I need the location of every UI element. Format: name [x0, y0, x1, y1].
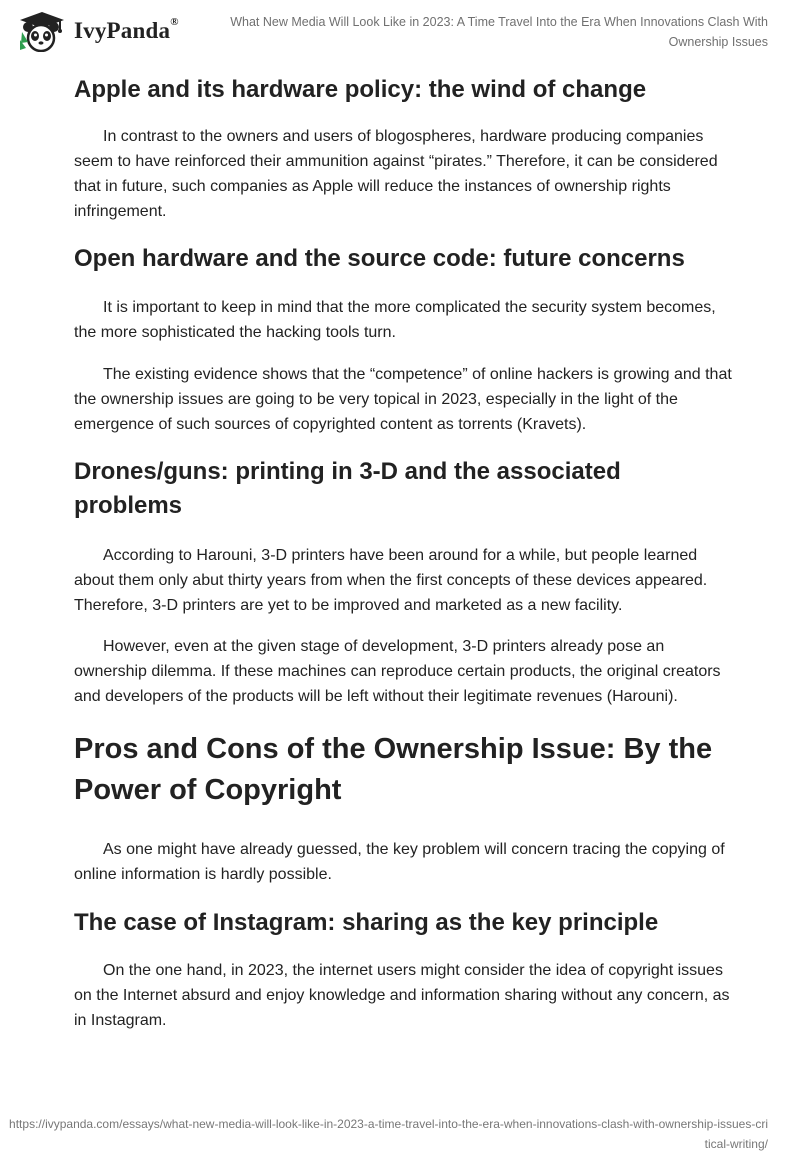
- section-heading: Open hardware and the source code: future concerns: [74, 245, 685, 272]
- section-heading: Drones/guns: printing in 3-D and the associated problems: [74, 458, 621, 519]
- paragraph: According to Harouni, 3-D printers have been around for a while, but people learned about them only abut thirty years from when the first concepts of these devices appeared. Therefore, 3-D printers are yet to be improved and marketed as a new facility.: [74, 547, 708, 614]
- paragraph: As one might have already guessed, the key problem will concern tracing the copying of online information is hardly possible.: [74, 841, 725, 883]
- article-body: [74, 70, 734, 1033]
- paragraph: The existing evidence shows that the “competence” of online hackers is growing and that the ownership issues are going to be very topical in 2023, especially in the light of the emergence of such sources of copyrighted content as torrents (Kravets).: [74, 366, 732, 433]
- chapter-heading: Pros and Cons of the Ownership Issue: By the Power of Copyright: [74, 733, 713, 806]
- paragraph: However, even at the given stage of development, 3-D printers already pose an ownership dilemma. If these machines can reproduce certain products, the original creators and developers of the products will be left without their legitimate revenues (Harouni).: [74, 638, 721, 705]
- source-url[interactable]: https://ivypanda.com/essays/what-new-media-will-look-like-in-2023-a-time-travel-into-the-era-when-innovations-clash-with-ownership-issues-critical-writing/: [9, 1117, 768, 1151]
- panda-graduate-icon: [16, 10, 68, 52]
- document-title: What New Media Will Look Like in 2023: A Time Travel Into the Era When Innovations Clash With Ownership Issues: [230, 15, 768, 49]
- ivypanda-logo[interactable]: [16, 10, 179, 52]
- paragraph: In contrast to the owners and users of blogospheres, hardware producing companies seem to have reinforced their ammunition against “pirates.” Therefore, it can be considered that in future, such companies as Apple will reduce the instances of ownership rights infringement.: [74, 128, 718, 220]
- page-header: [0, 0, 800, 70]
- section-heading: The case of Instagram: sharing as the key principle: [74, 909, 659, 936]
- paragraph: On the one hand, in 2023, the internet users might consider the idea of copyright issues on the Internet absurd and enjoy knowledge and information sharing without any concern, as in Instagram.: [74, 962, 730, 1029]
- brand-name: IvyPanda®: [74, 16, 179, 43]
- paragraph: It is important to keep in mind that the more complicated the security system becomes, the more sophisticated the hacking tools turn.: [74, 299, 716, 341]
- section-heading: Apple and its hardware policy: the wind of change: [74, 76, 647, 103]
